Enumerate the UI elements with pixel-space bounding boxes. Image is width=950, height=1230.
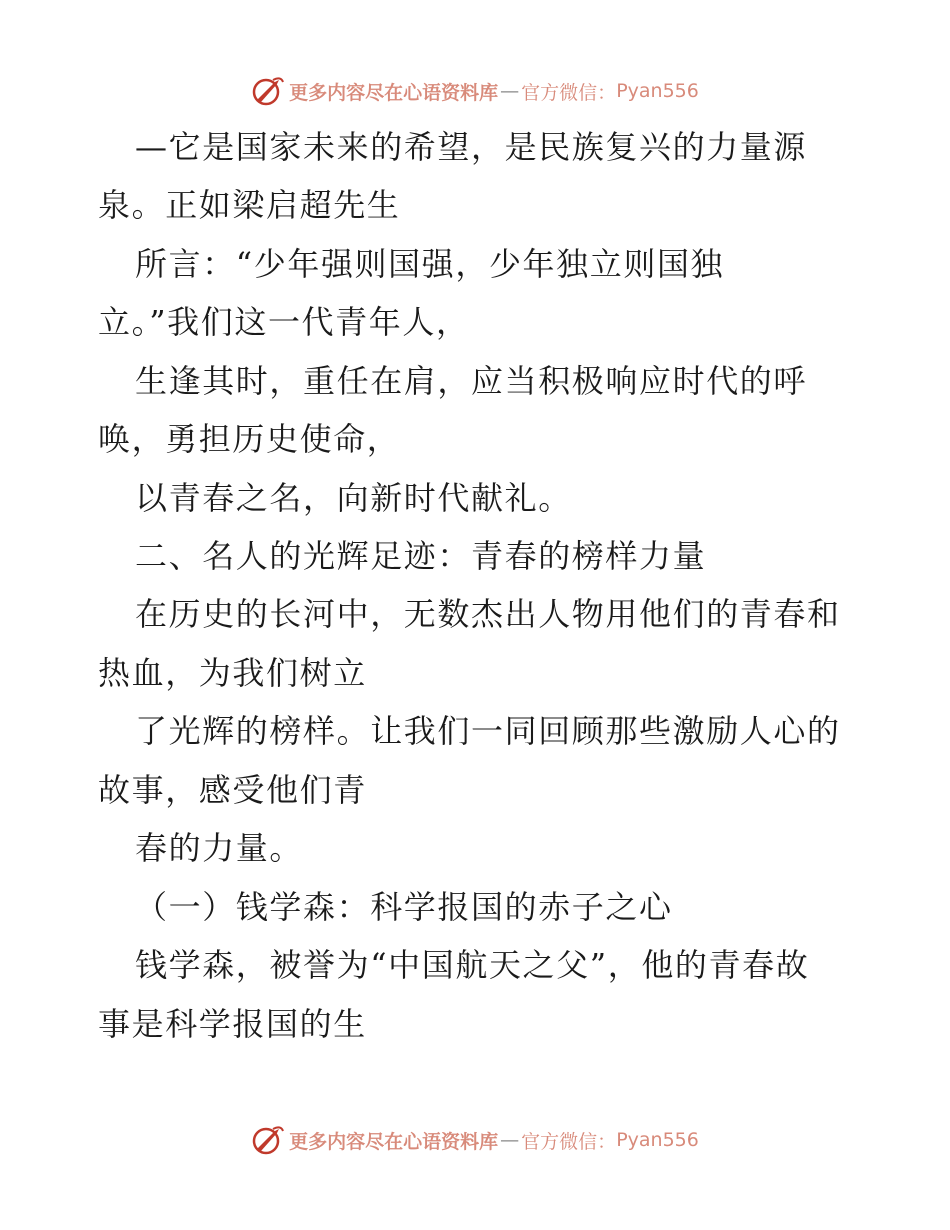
text-line: 在历史的长河中，无数杰出人物用他们的青春和 [135, 595, 841, 633]
wechat-label: 官方微信： [521, 81, 617, 104]
banner-separator: — [500, 80, 520, 102]
text-line: 泉。正如梁启超先生 [98, 186, 401, 224]
text-line: 所言：“少年强则国强，少年独立则国独 [135, 245, 725, 283]
text-line: 唤，勇担历史使命， [98, 420, 401, 458]
text-line: 了光辉的榜样。让我们一同回顾那些激励人心的 [135, 712, 841, 750]
wechat-id: Pyan556 [616, 80, 699, 102]
text-line: 以青春之名，向新时代献礼。 [135, 479, 572, 517]
text-line: —它是国家未来的希望，是民族复兴的力量源 [135, 128, 808, 166]
text-line: 钱学森，被誉为“中国航天之父”，他的青春故 [135, 946, 810, 984]
text-line: 立。”我们这一代青年人， [98, 303, 470, 341]
pen-logo-icon [251, 1123, 285, 1157]
footer-watermark-banner [0, 1120, 950, 1160]
wechat-id: Pyan556 [616, 1129, 699, 1151]
text-line: 春的力量。 [135, 829, 304, 867]
site-name-text: 更多内容尽在心语资料库 [289, 1130, 499, 1153]
wechat-label: 官方微信： [521, 1130, 617, 1153]
text-line: 热血，为我们树立 [98, 654, 367, 692]
section-heading: 二、名人的光辉足迹：青春的榜样力量 [135, 537, 707, 575]
banner-separator: — [500, 1129, 520, 1151]
text-line: 生逢其时，重任在肩，应当积极响应时代的呼 [135, 362, 808, 400]
site-name-text: 更多内容尽在心语资料库 [289, 81, 499, 104]
subsection-heading: （一）钱学森：科学报国的赤子之心 [135, 888, 673, 926]
pen-logo-icon [251, 74, 285, 108]
text-line: 事是科学报国的生 [98, 1005, 367, 1043]
header-watermark-banner [0, 71, 950, 111]
text-line: 故事，感受他们青 [98, 771, 367, 809]
